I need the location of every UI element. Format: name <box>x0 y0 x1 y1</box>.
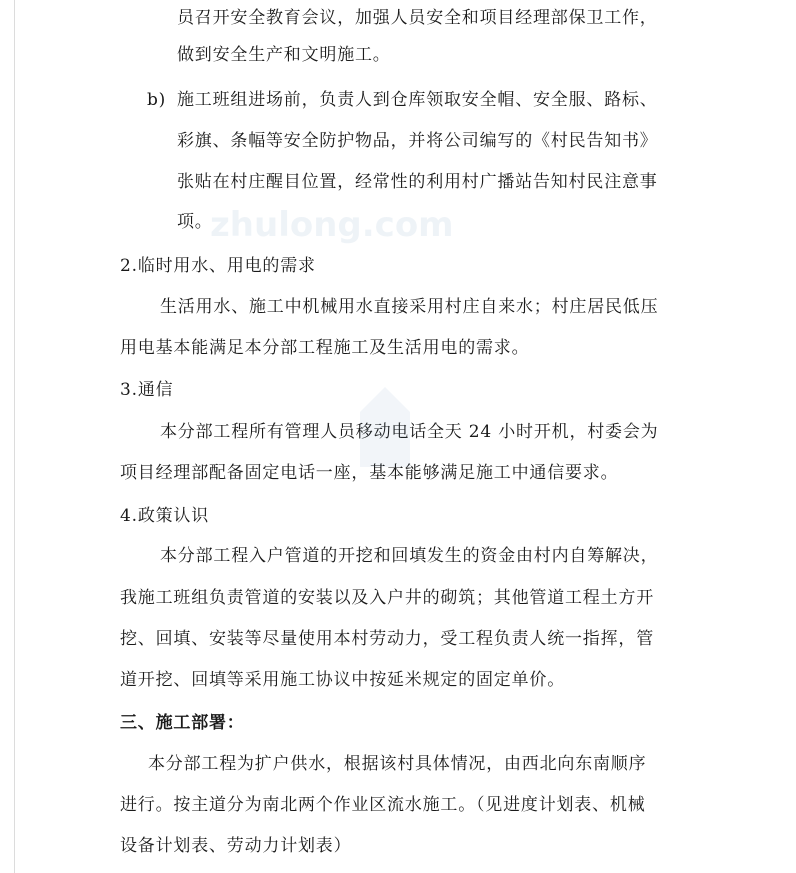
item-a-line-1: 员召开安全教育会议，加强人员安全和项目经理部保卫工作， <box>177 8 658 28</box>
section-2-heading: 2.临时用水、用电的需求 <box>120 256 316 276</box>
part-3-heading: 三、施工部署： <box>120 713 245 733</box>
svg-text:zhulong.com: zhulong.com <box>210 205 454 245</box>
watermark-logo <box>190 188 550 248</box>
section-4-line-2: 我施工班组负责管道的安装以及入户井的砌筑；其他管道工程土方开 <box>120 588 654 608</box>
item-b-line-4: 项。 <box>177 212 213 232</box>
part-3-line-2: 进行。按主道分为南北两个作业区流水施工。（见进度计划表、机械 <box>120 795 646 815</box>
section-2-line-1: 生活用水、施工中机械用水直接采用村庄自来水；村庄居民低压 <box>160 297 659 317</box>
page-edge-line <box>14 0 15 873</box>
item-b-line-1: 施工班组进场前，负责人到仓库领取安全帽、安全服、路标、 <box>177 90 658 110</box>
item-b-line-2: 彩旗、条幅等安全防护物品，并将公司编写的《村民告知书》 <box>177 131 658 151</box>
section-3-line-1: 本分部工程所有管理人员移动电话全天 24 小时开机，村委会为 <box>160 422 659 442</box>
section-2-line-2: 用电基本能满足本分部工程施工及生活用电的需求。 <box>120 338 530 358</box>
section-4-line-3: 挖、回填、安装等尽量使用本村劳动力，受工程负责人统一指挥，管 <box>120 629 654 649</box>
section-3-line-2: 项目经理部配备固定电话一座，基本能够满足施工中通信要求。 <box>120 463 619 483</box>
section-3-heading: 3.通信 <box>120 380 174 400</box>
part-3-line-1: 本分部工程为扩户供水，根据该村具体情况，由西北向东南顺序 <box>148 754 647 774</box>
part-3-line-3: 设备计划表、劳动力计划表） <box>120 836 352 856</box>
section-4-line-4: 道开挖、回填等采用施工协议中按延米规定的固定单价。 <box>120 670 565 690</box>
item-a-line-2: 做到安全生产和文明施工。 <box>177 45 391 65</box>
item-b-marker: b) <box>147 90 167 110</box>
section-4-heading: 4.政策认识 <box>120 506 210 526</box>
section-4-line-1: 本分部工程入户管道的开挖和回填发生的资金由村内自筹解决， <box>160 546 659 566</box>
item-b-line-3: 张贴在村庄醒目位置，经常性的利用村广播站告知村民注意事 <box>177 172 658 192</box>
